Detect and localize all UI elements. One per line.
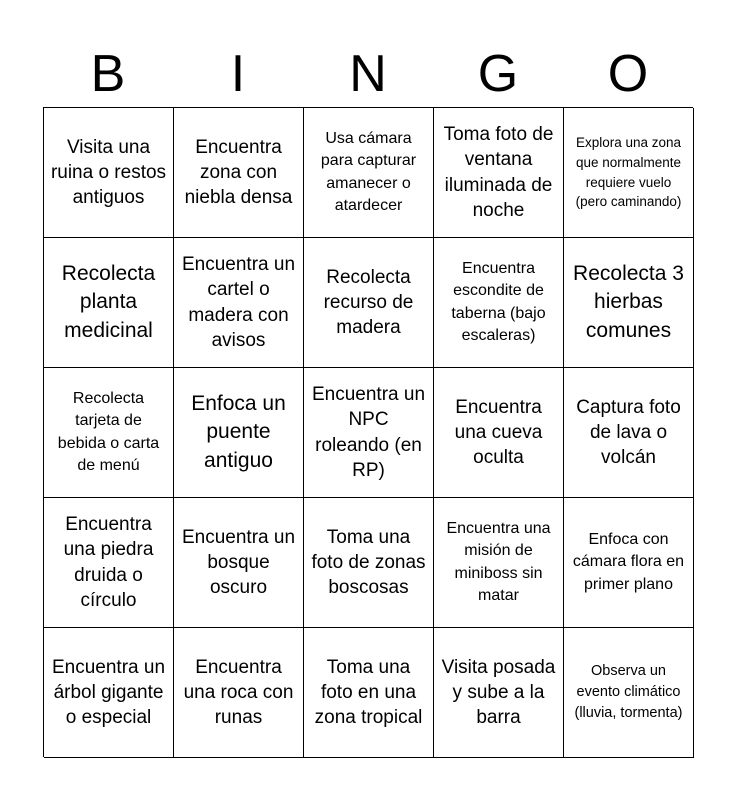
bingo-cell-text: Encuentra una roca con runas bbox=[183, 656, 294, 729]
bingo-cell[interactable] bbox=[304, 628, 434, 758]
bingo-cell[interactable] bbox=[434, 368, 564, 498]
bingo-cell[interactable] bbox=[434, 628, 564, 758]
bingo-cell-text: Recolecta recurso de madera bbox=[323, 266, 414, 339]
bingo-cell-text: Captura foto de lava o volcán bbox=[576, 396, 681, 469]
bingo-cell[interactable] bbox=[564, 628, 694, 758]
bingo-cell[interactable] bbox=[304, 498, 434, 628]
bingo-cell-text: Recolecta tarjeta de bebida o carta de menú bbox=[57, 390, 160, 474]
header-letter-g: G bbox=[477, 45, 519, 103]
bingo-cell-text: Encuentra un bosque oscuro bbox=[181, 526, 296, 599]
bingo-cell[interactable] bbox=[44, 498, 174, 628]
bingo-cell[interactable] bbox=[44, 628, 174, 758]
bingo-cell-text: Observa un evento climático (lluvia, tormenta) bbox=[574, 662, 683, 721]
bingo-cell-text: Encuentra una piedra druida o círculo bbox=[63, 513, 154, 611]
bingo-cell-text: Recolecta planta medicinal bbox=[61, 261, 156, 342]
bingo-cell-text: Toma una foto en una zona tropical bbox=[314, 656, 423, 729]
bingo-cell-text: Toma foto de ventana iluminada de noche bbox=[443, 123, 554, 221]
bingo-cell-text: Visita una ruina o restos antiguos bbox=[50, 136, 167, 209]
bingo-cell-text: Encuentra zona con niebla densa bbox=[184, 136, 293, 209]
bingo-cell[interactable] bbox=[174, 498, 304, 628]
header-letter-b: B bbox=[90, 45, 126, 103]
bingo-cell[interactable] bbox=[564, 108, 694, 238]
bingo-cell[interactable] bbox=[564, 498, 694, 628]
bingo-cell-text: Explora una zona que normalmente requiere vuelo (pero caminando) bbox=[575, 135, 682, 210]
bingo-cell[interactable] bbox=[44, 368, 174, 498]
bingo-cell[interactable] bbox=[174, 628, 304, 758]
bingo-cell-text: Enfoca con cámara flora en primer plano bbox=[572, 531, 685, 593]
bingo-cell-text: Visita posada y sube a la barra bbox=[441, 656, 556, 729]
header-letter-o: O bbox=[607, 45, 649, 103]
bingo-cell[interactable] bbox=[174, 108, 304, 238]
bingo-cell[interactable] bbox=[564, 238, 694, 368]
bingo-cell[interactable] bbox=[304, 108, 434, 238]
bingo-cell[interactable] bbox=[44, 238, 174, 368]
bingo-cell-text: Enfoca un puente antiguo bbox=[191, 391, 286, 472]
header-letter-n: N bbox=[349, 45, 387, 103]
bingo-cell-text: Usa cámara para capturar amanecer o atardecer bbox=[320, 130, 417, 214]
bingo-cell[interactable] bbox=[304, 238, 434, 368]
bingo-cell[interactable] bbox=[564, 368, 694, 498]
bingo-cell[interactable] bbox=[434, 108, 564, 238]
bingo-header bbox=[43, 42, 693, 106]
bingo-grid bbox=[43, 107, 693, 757]
header-letter-i: I bbox=[230, 45, 246, 103]
bingo-cell-text: Toma una foto de zonas boscosas bbox=[311, 526, 426, 599]
bingo-cell[interactable] bbox=[174, 368, 304, 498]
bingo-cell[interactable] bbox=[304, 368, 434, 498]
bingo-cell-text: Encuentra un cartel o madera con avisos bbox=[181, 253, 296, 351]
bingo-cell-text: Encuentra un NPC roleando (en RP) bbox=[311, 383, 426, 481]
bingo-cell-text: Encuentra una misión de miniboss sin matar bbox=[446, 520, 551, 604]
bingo-cell-text: Encuentra escondite de taberna (bajo escaleras) bbox=[451, 260, 546, 344]
bingo-cell[interactable] bbox=[434, 238, 564, 368]
bingo-cell[interactable] bbox=[44, 108, 174, 238]
bingo-cell-text: Recolecta 3 hierbas comunes bbox=[573, 261, 684, 342]
bingo-cell-text: Encuentra un árbol gigante o especial bbox=[51, 656, 166, 729]
bingo-cell[interactable] bbox=[434, 498, 564, 628]
bingo-cell[interactable] bbox=[174, 238, 304, 368]
bingo-cell-text: Encuentra una cueva oculta bbox=[454, 396, 543, 469]
